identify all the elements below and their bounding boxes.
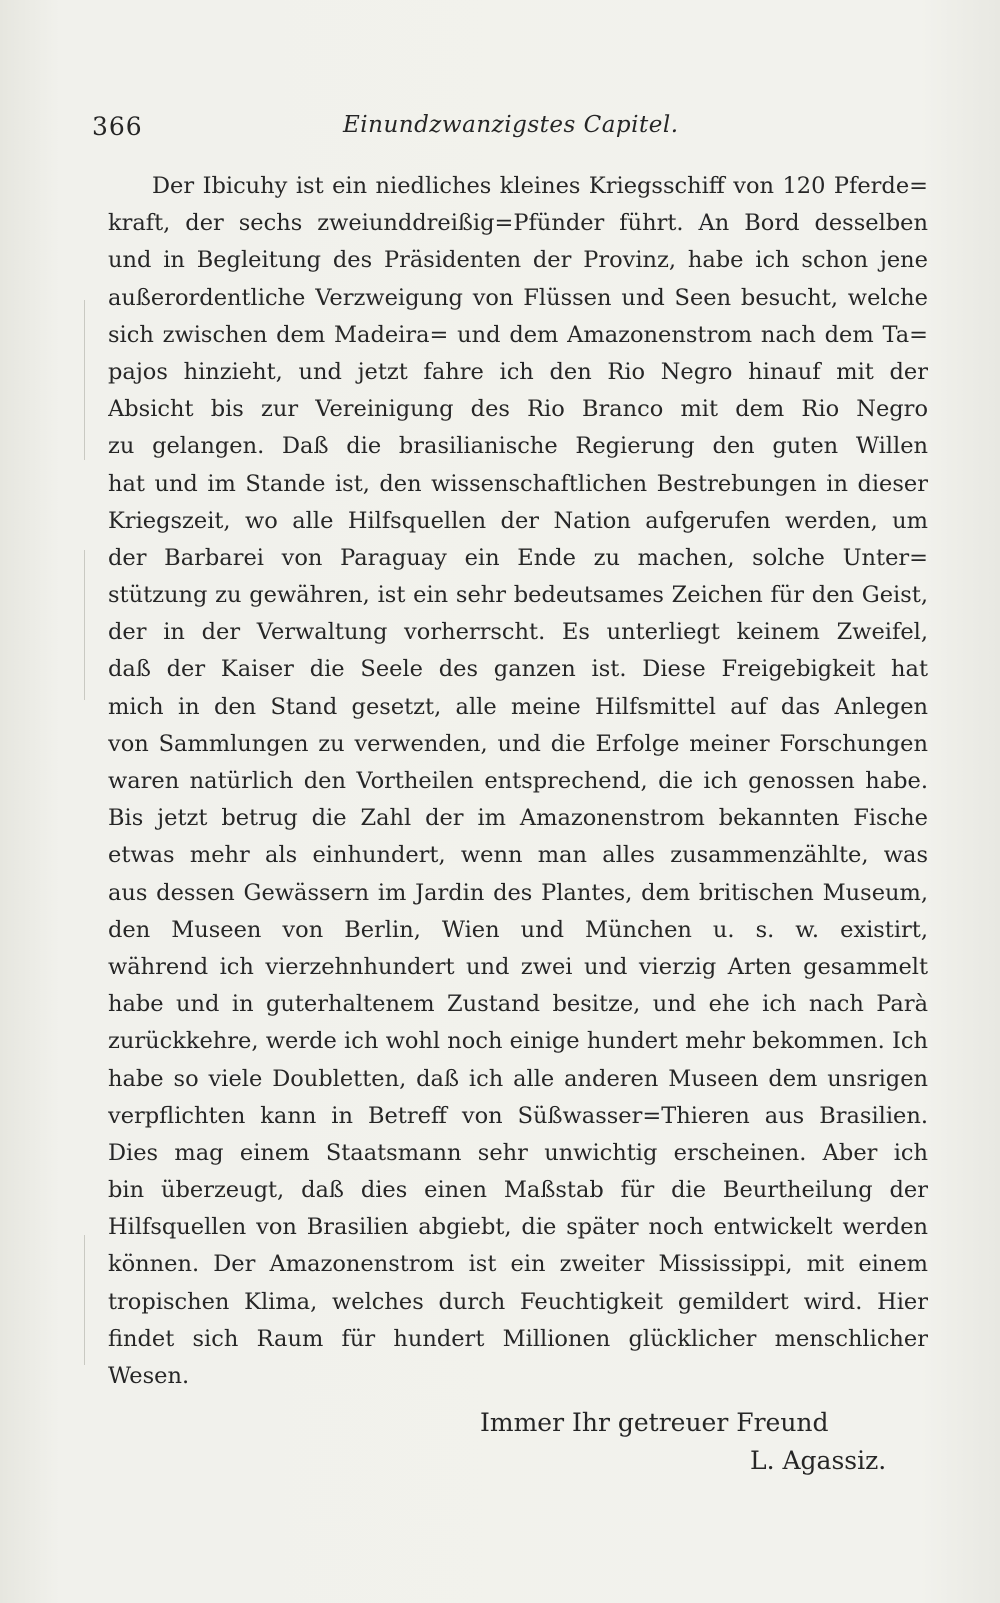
text-line: und in Begleitung des Präsidenten der Provinz, habe ich schon jene — [108, 247, 928, 274]
running-head: Einundzwanzigstes Capitel. — [343, 112, 679, 138]
margin-pencil-mark — [84, 1235, 85, 1365]
page-header — [92, 112, 912, 152]
text-line: tropischen Klima, welches durch Feuchtigkeit gemildert wird. Hier — [108, 1288, 928, 1315]
text-line: habe und in guterhaltenem Zustand besitze, und ehe ich nach Parà — [108, 991, 928, 1018]
margin-pencil-mark — [84, 300, 85, 460]
text-line: Dies mag einem Staatsmann sehr unwichtig erscheinen. Aber ich — [108, 1139, 928, 1166]
text-line: sich zwischen dem Madeira= und dem Amazonenstrom nach dem Ta= — [108, 321, 928, 348]
text-line: etwas mehr als einhundert, wenn man alles zusammenzählte, was — [108, 842, 928, 869]
text-line: Wesen. — [108, 1363, 190, 1389]
text-line: stützung zu gewähren, ist ein sehr bedeutsames Zeichen für den Geist, — [108, 582, 928, 609]
text-line: der Barbarei von Paraguay ein Ende zu machen, solche Unter= — [108, 544, 928, 571]
text-line: zu gelangen. Daß die brasilianische Regierung den guten Willen — [108, 433, 928, 460]
text-line: Bis jetzt betrug die Zahl der im Amazonenstrom bekannten Fische — [108, 805, 928, 832]
text-line: bin überzeugt, daß dies einen Maßstab für die Beurtheilung der — [108, 1177, 928, 1204]
text-line: während ich vierzehnhundert und zwei und vierzig Arten gesammelt — [108, 953, 928, 980]
margin-pencil-mark — [84, 550, 85, 700]
text-line: außerordentliche Verzweigung von Flüssen und Seen besucht, welche — [108, 284, 928, 311]
text-line: zurückkehre, werde ich wohl noch einige hundert mehr bekommen. Ich — [108, 1028, 928, 1055]
letter-body — [108, 168, 928, 1395]
text-line: den Museen von Berlin, Wien und München u. s. w. existirt, — [108, 916, 928, 943]
text-line: Absicht bis zur Vereinigung des Rio Branco mit dem Rio Negro — [108, 396, 928, 423]
text-line: findet sich Raum für hundert Millionen glücklicher menschlicher — [108, 1325, 928, 1352]
text-line: mich in den Stand gesetzt, alle meine Hilfsmittel auf das Anlegen — [108, 693, 928, 720]
text-line: waren natürlich den Vortheilen entsprechend, die ich genossen habe. — [108, 768, 928, 794]
text-line: habe so viele Doubletten, daß ich alle anderen Museen dem unsrigen — [108, 1065, 928, 1092]
text-line: verpflichten kann in Betreff von Süßwasser=Thieren aus Brasilien. — [108, 1102, 928, 1129]
text-line: hat und im Stande ist, den wissenschaftlichen Bestrebungen in dieser — [108, 470, 928, 497]
text-line: kraft, der sechs zweiunddreißig=Pfünder führt. An Bord desselben — [108, 210, 928, 237]
text-line: Kriegszeit, wo alle Hilfsquellen der Nation aufgerufen werden, um — [108, 507, 928, 534]
letter-closing: Immer Ihr getreuer Freund — [480, 1408, 829, 1437]
text-line: pajos hinzieht, und jetzt fahre ich den Rio Negro hinauf mit der — [108, 358, 928, 385]
page-number: 366 — [92, 112, 143, 141]
text-line: der in der Verwaltung vorherrscht. Es unterliegt keinem Zweifel, — [108, 619, 928, 646]
text-line: von Sammlungen zu verwenden, und die Erfolge meiner Forschungen — [108, 730, 928, 757]
text-line: daß der Kaiser die Seele des ganzen ist. Diese Freigebigkeit hat — [108, 656, 928, 683]
text-line: Hilfsquellen von Brasilien abgiebt, die später noch entwickelt werden — [108, 1214, 928, 1241]
letter-signature: L. Agassiz. — [750, 1446, 887, 1475]
text-line: können. Der Amazonenstrom ist ein zweiter Mississippi, mit einem — [108, 1251, 928, 1278]
text-line: aus dessen Gewässern im Jardin des Plantes, dem britischen Museum, — [108, 879, 928, 906]
text-line: Der Ibicuhy ist ein niedliches kleines Kriegsschiff von 120 Pferde= — [152, 173, 928, 199]
